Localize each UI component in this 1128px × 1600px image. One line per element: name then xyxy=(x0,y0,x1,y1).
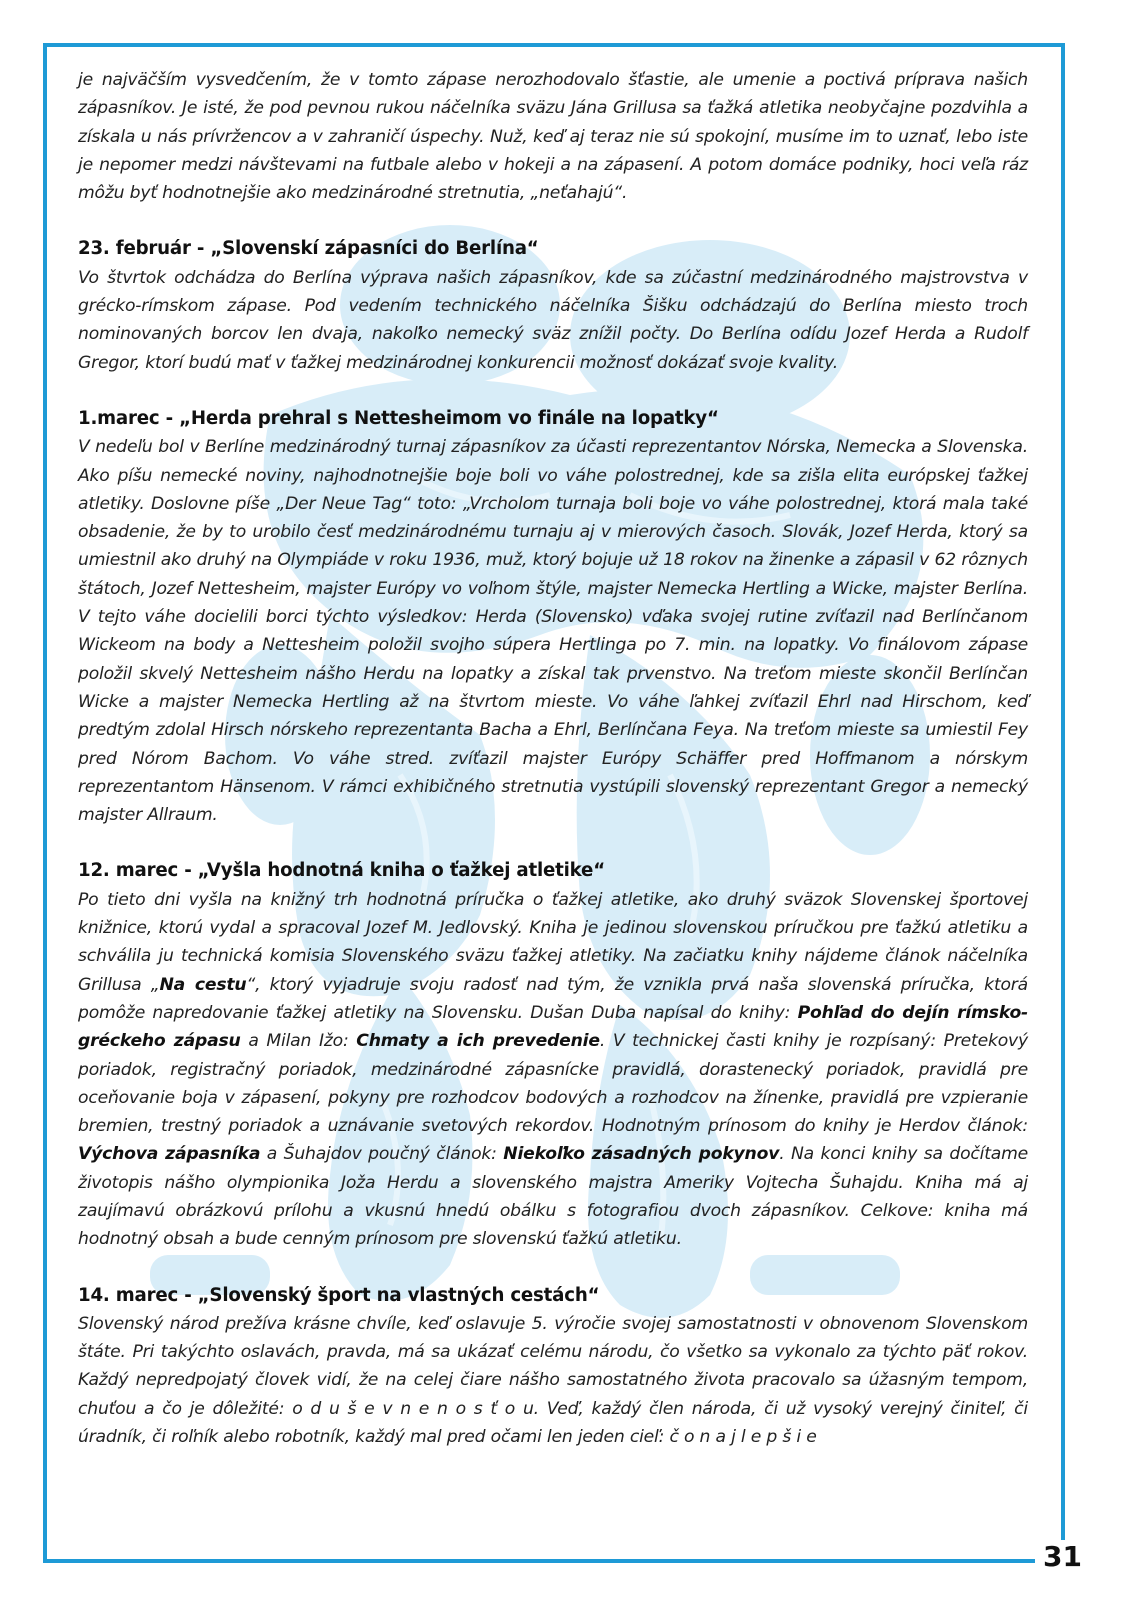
section-12-marec xyxy=(78,857,1028,1253)
body-text: . V technickej časti knihy je rozpísaný: Pretekový poriadok, registračný poriadok, medzinárodné zápasnícke pravidlá, dorastenecký poriadok, pravidlá pre oceňovanie boja v zápasení, pokyny pre rozhodcov bodových a rozhodcov na žínenke, pravidlá pre vzpieranie bremien, trestný poriadok a uznávanie svetových rekordov. Hodnotným prínosom do knihy je Herdov článok: xyxy=(78,1031,1028,1137)
section-body xyxy=(78,886,1028,1254)
book-chapter-title: Niekoľko zásadných pokynov xyxy=(503,1144,780,1165)
body-text: Po tieto dni vyšla na knižný trh hodnotná príručka o ťažkej atletike, ako druhý sväzok Slovenskej športovej knižnice, ktorú vydal a spracoval Jozef M. Jedlovský. Kniha je jedinou slovenskou príručkou pre ťažkú atletiku a schválila ju technická komisia Slovenského sväzu ťažkej atletiky. Na začiatku knihy nájdeme článok náčelníka Grillusa „ xyxy=(78,889,1028,995)
section-heading: 14. marec - „Slovenský šport na vlastných cestách“ xyxy=(78,1284,600,1306)
section-heading: 12. marec - „Vyšla hodnotná kniha o ťažkej atletike“ xyxy=(78,860,605,882)
book-chapter-title: Chmaty a ich prevedenie xyxy=(356,1031,600,1052)
page-number: 31 xyxy=(1035,1540,1090,1574)
article-body xyxy=(78,66,1028,1451)
body-text: “, ktorý vyjadruje svoju radosť nad tým, že vznikla prvá naša slovenská príručka, ktorá pomôže napredovanie ťažkej atletiky na Slovensku. Dušan Duba napísal do knihy: xyxy=(78,974,1028,1023)
book-chapter-title: Pohľad do dejín rímsko-gréckeho zápasu xyxy=(78,1002,1028,1052)
book-chapter-title: Na cestu xyxy=(159,974,247,995)
section-14-marec xyxy=(78,1282,1028,1452)
section-23-februar xyxy=(78,235,1028,376)
body-text: a Šuhajdov poučný článok: xyxy=(260,1144,504,1165)
section-body: Slovenský národ prežíva krásne chvíle, keď oslavuje 5. výročie svojej samostatnosti v obnovenom Slovenskom štáte. Pri takýchto oslavách, pravda, má sa ukázať celému národu, čo všetko sa vykonalo za týchto päť rokov. Každý nepredpojatý človek vidí, že na celej čiare nášho samostatného života pracovalo sa úžasným tempom, chuťou a čo je dôležité: o d u š e v n e n o s ť o u. Veď, každý člen národa, či už vysoký verejný činiteľ, či úradník, či roľník alebo robotník, každý mal pred očami len jeden cieľ: č o n a j l e p š i e xyxy=(78,1313,1028,1448)
section-body: V nedeľu bol v Berlíne medzinárodný turnaj zápasníkov za účasti reprezentantov Nórska, Nemecka a Slovenska. Ako píšu nemecké noviny, najhodnotnejšie boje boli vo váhe polostrednej, kde sa zišla elita európskej ťažkej atletiky. Doslovne píše „Der Neue Tag“ toto: „Vrcholom turnaja boli boje vo váhe polostrednej, ktorá mala také obsadenie, že by to urobilo česť medzinárodnému turnaju aj v mierových časoch. Slovák, Jozef Herda, ktorý sa umiestnil ako druhý na Olympiáde v roku 1936, muž, ktorý bojuje už 18 rokov na žinenke a zápasil v 62 rôznych štátoch, Jozef Nettesheim, majster Európy vo voľnom štýle, majster Nemecka Hertling a Wicke, majster Berlína. V tejto váhe docielili borci týchto výsledkov: Herda (Slovensko) vďaka svojej rutine zvíťazil nad Berlínčanom Wickeom na body a Nettesheim položil svojho súpera Hertlinga po 7. min. na lopatky. Vo finálovom zápase položil skvelý Nettesheim nášho Herdu na lopatky a získal tak prvenstvo. Na treťom mieste skončil Berlínčan Wicke a majster Nemecka Hertling až na štvrtom mieste. Vo váhe ľahkej zvíťazil Ehrl nad Hirschom, keď predtým zdolal Hirsch nórskeho reprezentanta Bacha a Ehrl, Berlínčana Feya. Na treťom mieste sa umiestil Fey pred Nórom Bachom. Vo váhe stred. zvíťazil majster Európy Schäffer pred Hoffmanom a nórskym reprezentantom Hänsenom. V rámci exhibičného stretnutia vystúpili slovenský reprezentant Gregor a nemecký majster Allraum. xyxy=(78,437,1028,826)
book-chapter-title: Výchova zápasníka xyxy=(78,1144,261,1165)
section-body: Vo štvrtok odchádza do Berlína výprava našich zápasníkov, kde sa zúčastní medzinárodného majstrovstva v grécko-rímskom zápase. Pod vedením technického náčelníka Šišku odchádzajú do Berlína miesto troch nominovaných borcov len dvaja, nakoľko nemecký sväz znížil počty. Do Berlína odídu Jozef Herda a Rudolf Gregor, ktorí budú mať v ťažkej medzinárodnej konkurencii možnosť dokázať svoje kvality. xyxy=(78,267,1028,373)
section-heading: 23. február - „Slovenskí zápasníci do Berlína“ xyxy=(78,238,539,260)
intro-paragraph: je najväčším vysvedčením, že v tomto zápase nerozhodovalo šťastie, ale umenie a poctivá príprava našich zápasníkov. Je isté, že pod pevnou rukou náčelníka sväzu Jána Grillusa sa ťažká atletika neobyčajne pozdvihla a získala u nás prívržencov a v zahraničí úspechy. Nuž, keď aj teraz nie sú spokojní, musíme im to uznať, lebo iste je nepomer medzi návštevami na futbale alebo v hokeji a na zápasení. A potom domáce podniky, hoci veľa ráz môžu byť hodnotnejšie ako medzinárodné stretnutia, „neťahajú“. xyxy=(78,70,1028,204)
body-text: a Milan Ižo: xyxy=(240,1031,357,1052)
section-1-marec xyxy=(78,405,1028,829)
body-text: . Na konci knihy sa dočítame životopis nášho olympionika Joža Herdu a slovenského majstra Ameriky Vojtecha Šuhajdu. Kniha má aj zaujímavú obrázkovú prílohu a vkusnú hnedú obálku s fotografiou dvoch zápasníkov. Celkove: kniha má hodnotný obsah a bude cenným prínosom pre slovenskú ťažkú atletiku. xyxy=(78,1144,1028,1250)
section-heading: 1.marec - „Herda prehral s Nettesheimom vo finále na lopatky“ xyxy=(78,407,719,429)
